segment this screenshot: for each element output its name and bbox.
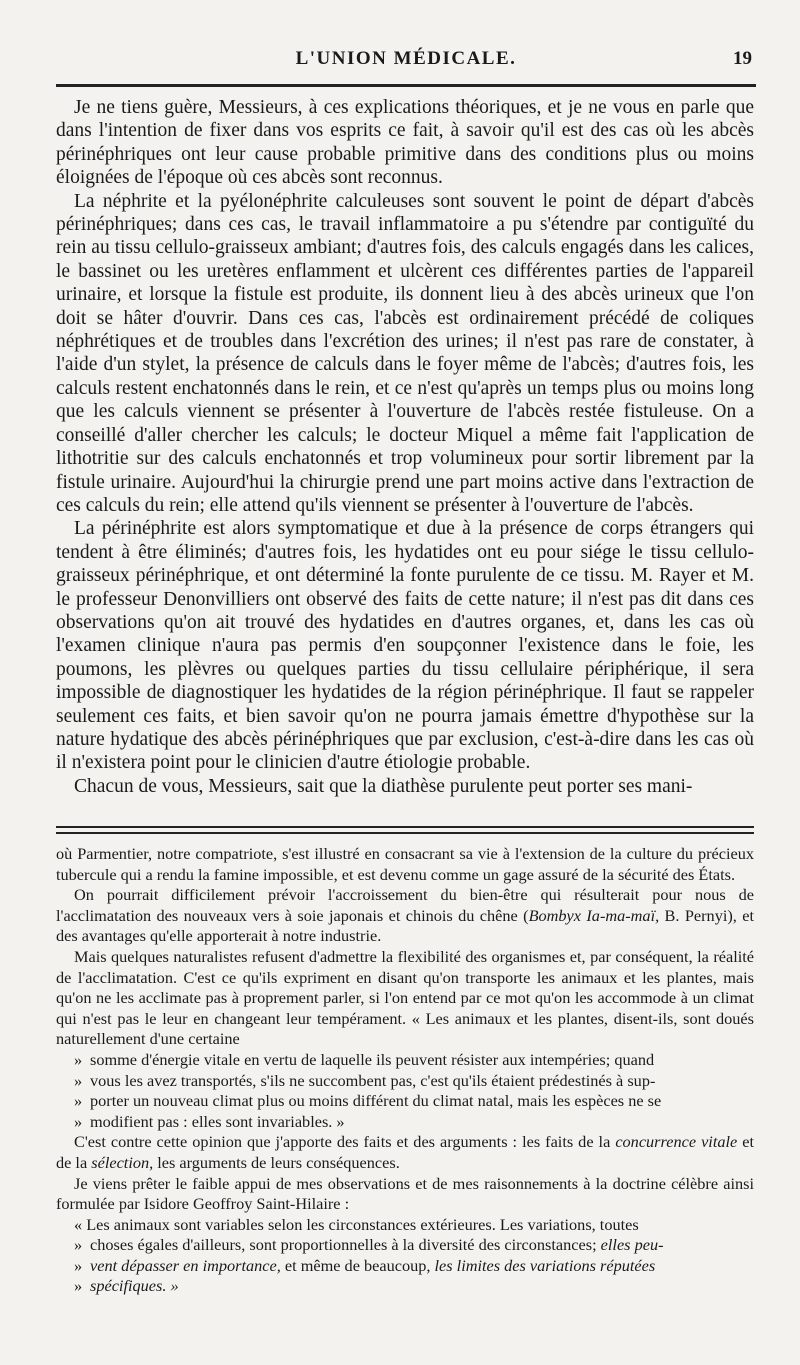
quote-line [56, 1256, 754, 1277]
note-2-text-end: B. Pernyi), et des avantages qu'elle apporterait à notre industrie. [56, 905, 754, 946]
footnote-separator [56, 826, 754, 834]
quote-mark: » [74, 1091, 83, 1111]
quote-mark: » [74, 1235, 83, 1255]
quote-line [56, 1050, 754, 1071]
quote-mark: » [74, 1276, 83, 1296]
note-4-text: C'est contre cette opinion que j'apporte des faits et des arguments : les faits de la [74, 1132, 616, 1152]
paragraph-4: Chacun de vous, Messieurs, sait que la diathèse purulente peut porter ses mani- [74, 775, 693, 797]
quote-text: somme d'énergie vitale en vertu de laquelle ils peuvent résister aux intempéries; quand [90, 1049, 655, 1069]
main-text [56, 96, 754, 798]
running-title: L'UNION MÉDICALE. [295, 48, 517, 69]
quote-line [56, 1071, 754, 1092]
note-4-italic: sélection, [91, 1152, 154, 1172]
note-paragraph-5: Je viens prêter le faible appui de mes observations et de mes raisonnements à la doctrine célèbre ainsi formulée par Isidore Geoffroy Saint-Hilaire : [56, 1173, 754, 1214]
quote-line [56, 1091, 754, 1112]
quote-italic: spécifiques. » [90, 1276, 179, 1296]
quote-italic: vent dépasser en importance, [90, 1255, 281, 1275]
note-2-italic: Bombyx Ia-ma-maï, [528, 905, 660, 925]
quote-line [56, 1276, 754, 1297]
note-paragraph-3: Mais quelques naturalistes refusent d'admettre la flexibilité des organismes et, par conséquent, la réalité de l'acclimatation. C'est ce qu'ils expriment en disant qu'on transporte les animaux et les plantes, mais qu'on ne les acclimate pas à proprement parler, si l'on entend par ce mot qu'on les accommode à un climat qui n'est pas le leur en changeant leur tempérament. « Les animaux et les plantes, disent-ils, sont doués naturellement d'une certaine [56, 946, 754, 1049]
quote-mark: » [74, 1070, 83, 1090]
note-paragraph-4 [56, 1132, 754, 1173]
page-header [56, 48, 756, 78]
quote-line [56, 1112, 754, 1133]
quote-text: vous les avez transportés, s'ils ne succombent pas, c'est qu'ils étaient prédestinés à sup- [90, 1070, 656, 1090]
quote-line [56, 1235, 754, 1256]
note-paragraph-6: « Les animaux sont variables selon les circonstances extérieures. Les variations, toutes [74, 1214, 639, 1234]
paragraph-1: Je ne tiens guère, Messieurs, à ces explications théoriques, et je ne vous en parle que dans l'intention de fixer dans vos esprits ce fait, à savoir qu'il est des cas où les abcès périnéphriques ont leur cause probable primitive dans des conditions plus ou moins éloignées de l'époque où ces abcès sont reconnus. [56, 97, 754, 189]
quote-text: porter un nouveau climat plus ou moins différent du climat natal, mais les espèces ne se [90, 1091, 662, 1111]
note-paragraph-2 [56, 885, 754, 947]
note-4-text: et de la [56, 1132, 755, 1172]
note-4-text-end: les arguments de leurs conséquences. [153, 1152, 400, 1172]
quote-text: choses égales d'ailleurs, sont proportionnelles à la diversité des circonstances; [90, 1235, 601, 1255]
paragraph-3: La périnéphrite est alors symptomatique et due à la présence de corps étrangers qui tendent à être éliminés; d'autres fois, les hydatides ont eu pour siége le tissu cellulo-graisseux périnéphrique, et ont déterminé la fonte purulente de ce tissu. M. Rayer et M. le professeur Denonvilliers ont observé des faits de cette nature; il n'est pas dit dans ces observations qu'on ait trouvé des hydatides en d'autres organes, et, dans les cas où l'examen clinique n'aura pas permis d'en soupçonner l'existence dans le foie, les poumons, les plèvres ou quelques parties du tissu cellulaire périphérique, il sera impossible de diagnostiquer les hydatides de la région périnéphrique. Il faut se rappeler seulement ces faits, et bien savoir qu'on ne pourra jamais émettre d'hypothèse sur la nature hydatique des abcès périnéphriques que par exclusion, c'est-à-dire dans les cas où il n'existera point pour le clinicien d'autre étiologie probable. [56, 518, 754, 774]
note-4-italic: concurrence vitale [615, 1132, 738, 1152]
paragraph-2: La néphrite et la pyélonéphrite calculeuses sont souvent le point de départ d'abcès périnéphriques; dans ces cas, le travail inflammatoire a pu s'étendre par contiguïté du rein au tissu cellulo-graisseux ambiant; d'autres fois, des calculs engagés dans les calices, le bassinet ou les uretères enflamment et ulcèrent ces différentes parties de l'appareil urinaire, et lorsque la fistule est produite, ils donnent lieu à des abcès urineux que l'on doit se hâter d'ouvrir. Dans ces cas, l'abcès est ordinairement précédé de coliques néphrétiques et de troubles dans l'excrétion des urines; il n'est pas rare de constater, à l'aide d'un stylet, la présence de calculs dans le foyer même de l'abcès; d'autres fois, les calculs restent enchatonnés dans le rein, et ce n'est qu'après un temps plus ou moins long que les calculs viennent se présenter à l'ouverture de l'abcès restée fistuleuse. On a conseillé d'aller chercher les calculs; le docteur Miquel a même fait l'application de lithotritie sur des calculs enchatonnés et trop volumineux pour sortir librement par la fistule urinaire. Aujourd'hui la chirurgie prend une part moins active dans l'extraction de ces calculs du rein; elle attend qu'ils viennent se présenter à l'ouverture de l'abcès. [56, 190, 754, 516]
quote-mark: » [74, 1049, 83, 1069]
header-rule [56, 84, 756, 87]
quote-text: modifient pas : elles sont invariables. » [90, 1111, 345, 1131]
quote-text: et même de beaucoup, [280, 1255, 435, 1275]
quote-italic: elles peu- [600, 1235, 664, 1255]
quote-mark: » [74, 1111, 83, 1131]
quote-italic: les limites des variations réputées [434, 1255, 656, 1275]
footnote-text [56, 844, 754, 1297]
page-number: 19 [733, 48, 752, 69]
note-paragraph-1: où Parmentier, notre compatriote, s'est illustré en consacrant sa vie à l'extension de la culture du précieux tubercule qui a rendu la famine impossible, et est devenu comme un gage assuré de la sécurité des États. [56, 844, 754, 884]
quote-mark: » [74, 1255, 83, 1275]
note-2-text: On pourrait difficilement prévoir l'accroissement du bien-être qui résulterait pour nous de l'acclimatation des nouveaux vers à soie japonais et chinois du chêne ( [56, 885, 754, 925]
